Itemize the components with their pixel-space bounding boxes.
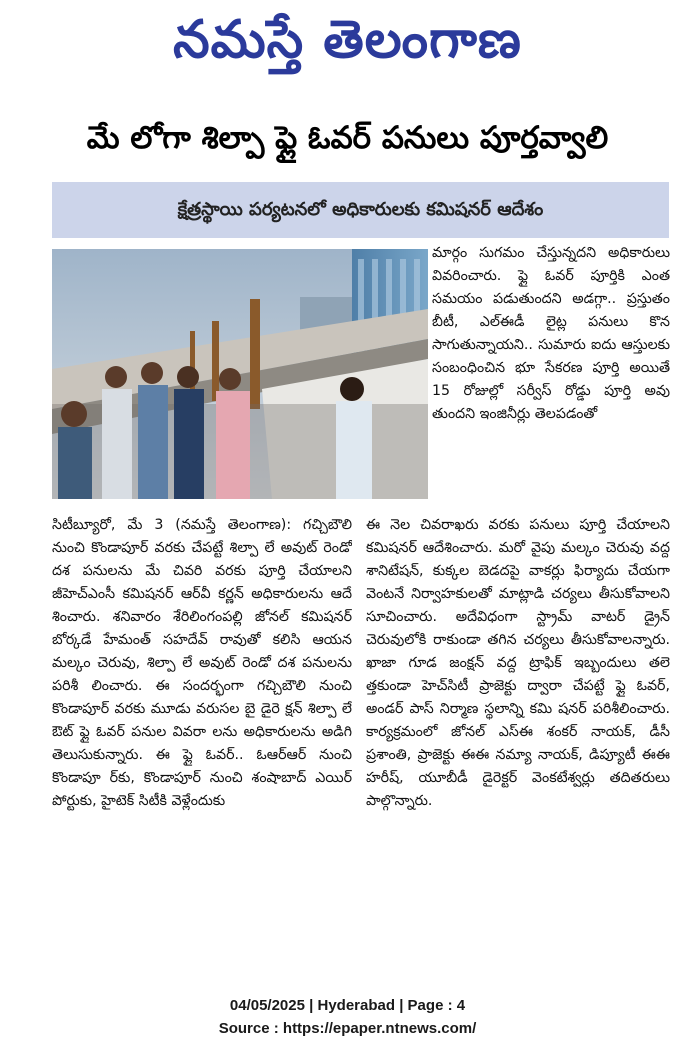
article-paragraph: ఈ నెల చివరాఖరు వరకు పనులు పూర్తి చేయాలని కమిషనర్‌ ఆదేశించారు. మరో వైపు మల్కం చెరువు వద్ద శానిటేషన్‌, కుక్కల బెడదపై వాకర్లు ఫిర్యాదు చేయగా వెంటనే నిర్వాహకులతో మాట్లాడి చర్యలు తీసుకోవాలని సూచించారు. అదేవిధంగా స్ట్రామ్‌ వాటర్‌ డ్రైన్‌ చెరువులోకి రాకుండా తగిన చర్యలు తీసుకోవాలన్నారు. ఖాజా గూడ జంక్షన్‌ వద్ద ట్రాఫిక్‌ ఇబ్బందులు తలె త్తకుండా హెచ్‌సిటీ ప్రాజెక్టు ద్వారా చేపట్టే ఫ్లై ఓవర్‌, అండర్‌ పాస్‌ నిర్మాణ స్థలాన్ని కమి షనర్‌ పరిశీలించారు. కార్యక్రమంలో జోనల్‌ ఎస్‌ఈ శంకర్‌ నాయక్‌, డీసీ ప్రశాంతి, ప్రాజెక్టు ఈఈ నమ్యా నాయక్‌, డిప్యూటీ ఈఈ హరీష్‌, యూబీడీ డైరెక్టర్‌ వెంకటేశ్వర్లు తదితరులు పాల్గొన్నారు. — [366, 517, 670, 809]
footer-source-link[interactable]: Source : https://epaper.ntnews.com/ — [218, 1020, 477, 1037]
article-headline: మే లోగా శిల్పా ఫ్లై ఓవర్‌ పనులు పూర్తవ్వాలి — [86, 120, 609, 156]
article-paragraph: మార్గం సుగమం చేస్తున్నదని అధికారులు వివరించారు. ఫ్లై ఓవర్‌ పూర్తికి ఎంత సమయం పడుతుందని అడగ్గా.. ప్రస్తుతం బీటీ, ఎల్‌ఈడీ లైట్ల పనులు కొన సాగుతున్నాయని.. సుమారు ఐదు ఆస్తులకు సంబంధించిన భూ సేకరణ పూర్తి అయితే 15 రోజుల్లో సర్వీస్‌ రోడ్డు పూర్తి అవు తుందని ఇంజినీర్లు తెలపడంతో — [432, 245, 670, 422]
article-column-right-bottom — [366, 514, 670, 964]
article-subheadline: క్షేత్రస్థాయి పర్యటనలో అధికారులకు కమిషనర్‌ ఆదేశం — [52, 182, 669, 238]
article-paragraph: సిటీబ్యూరో, మే 3 (నమస్తే తెలంగాణ): గచ్చిబౌలి నుంచి కొండాపూర్‌ వరకు చేపట్టే శిల్పా లే అవుట్‌ రెండో దశ పనులను మే చివరి వరకు పూర్తి చేయాలని జీహెచ్‌ఎంసీ కమిషనర్‌ ఆర్‌వీ కర్ణన్‌ అధికారులను ఆదే శించారు. శనివారం శేరిలింగంపల్లి జోనల్‌ కమిషనర్‌ బోర్కడే హేమంత్‌ సహదేవ్‌ రావుతో కలిసి ఆయన మల్కం చెరువు, శిల్పా లే అవుట్‌ రెండో దశ పనులను పరిశీ లించారు. ఈ సందర్భంగా గచ్చిబౌలి నుంచి కొండాపూర్‌ వరకు మూడు వరుసల బై డైరె క్షన్‌ శిల్పా లే ఔట్‌ ఫ్లై ఓవర్‌ పనుల వివరా లను అధికారులను అడిగి తెలుసుకున్నారు. ఈ ఫ్లై ఓవర్‌.. ఓఆర్‌ఆర్‌ నుంచి కొండాపూ ర్‌కు, కొండాపూర్‌ నుంచి శంషాబాద్‌ ఎయిర్‌ పోర్టుకు, హైటెక్‌ సిటీకి వెళ్లేందుకు — [52, 517, 352, 809]
site-inspection-photo — [52, 249, 428, 499]
article-column-right-top — [432, 242, 670, 512]
photo-illustration — [52, 249, 428, 499]
article-column-left — [52, 514, 352, 964]
masthead-logo: నమస్తే తెలంగాణ — [173, 9, 522, 70]
footer-date-page: 04/05/2025 | Hyderabad | Page : 4 — [229, 997, 466, 1014]
